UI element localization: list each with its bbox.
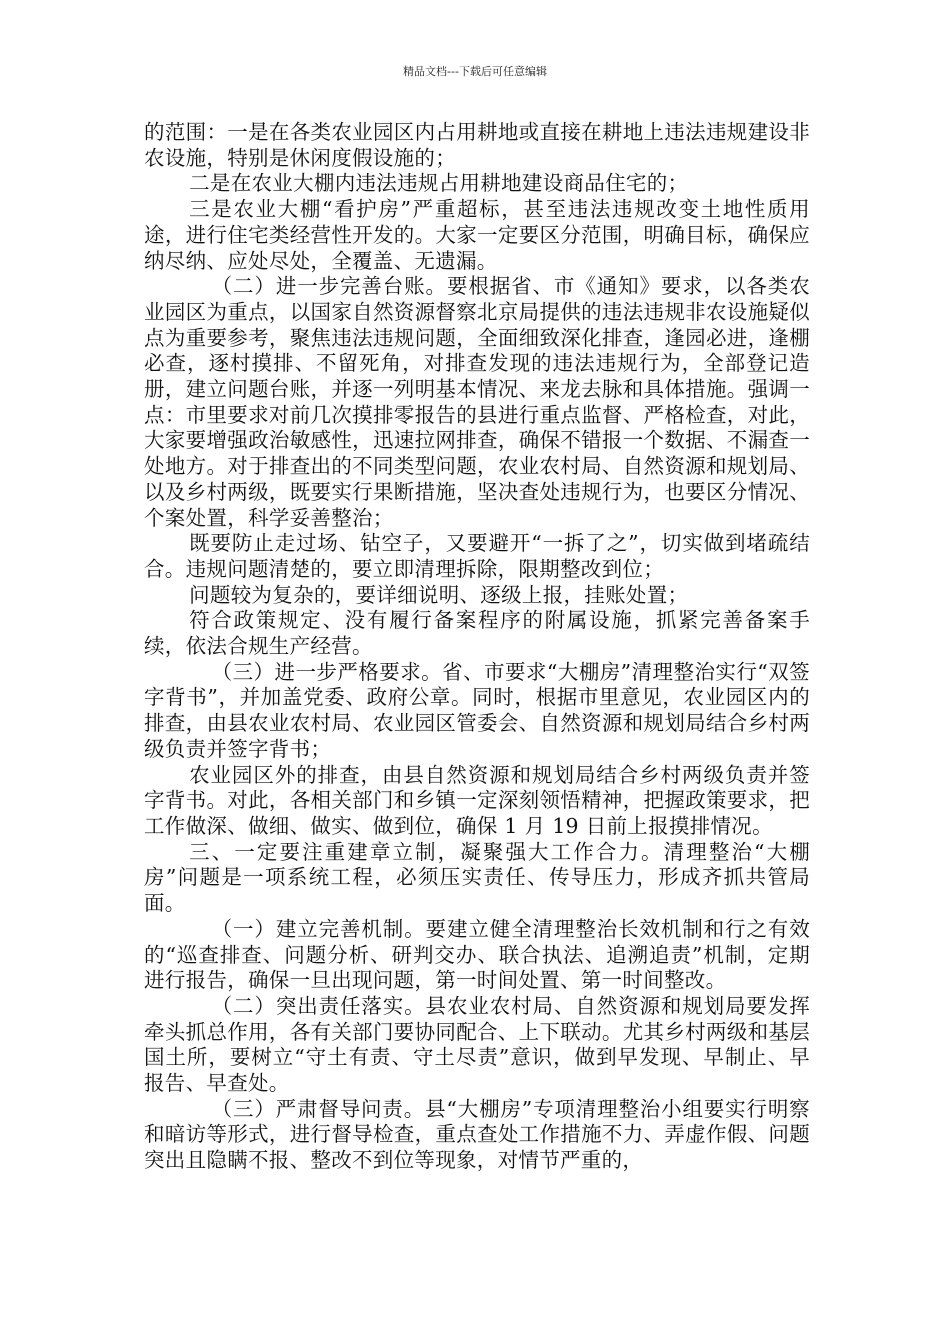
paragraph: （三）进一步严格要求。省、市要求“大棚房”清理整治实行“双签字背书”，并加盖党委、政府公章。同时，根据市里意见，农业园区内的排查，由县农业农村局、农业园区管委会、自然资源和规划局结合乡村两级负责并签字背书；: [144, 659, 810, 761]
page-header: 精品文档---下载后可任意编辑: [403, 65, 547, 78]
paragraph: 既要防止走过场、钻空子，又要避开“一拆了之”，切实做到堵疏结合。违规问题清楚的，要立即清理拆除，限期整改到位；: [144, 531, 810, 581]
paragraph: （一）建立完善机制。要建立健全清理整治长效机制和行之有效的“巡查排查、问题分析、研判交办、联合执法、追溯追责”机制，定期进行报告，确保一旦出现问题，第一时间处置、第一时间整改。: [144, 916, 810, 993]
paragraph: （三）严肃督导问责。县“大棚房”专项清理整治小组要实行明察和暗访等形式，进行督导检查，重点查处工作措施不力、弄虚作假、问题突出且隐瞒不报、整改不到位等现象，对情节严重的，: [144, 1096, 810, 1173]
paragraph: 问题较为复杂的，要详细说明、逐级上报，挂账处置；: [189, 582, 689, 607]
paragraph: 符合政策规定、没有履行备案程序的附属设施，抓紧完善备案手续，依法合规生产经营。: [144, 608, 810, 659]
paragraph: （二）进一步完善台账。要根据省、市《通知》要求，以各类农业园区为重点，以国家自然资源督察北京局提供的违法违规非农设施疑似点为重要参考，聚焦违法违规问题，全面细致深化排查，逢园必进，逢棚必查，逐村摸排、不留死角，对排查发现的违法违规行为，全部登记造册，建立问题台账，并逐一列明基本情况、来龙去脉和具体措施。强调一点：市里要求对前几次摸排零报告的县进行重点监督、严格检查，对此，大家要增强政治敏感性，迅速拉网排查，确保不错报一个数据、不漏查一处地方。对于排查出的不同类型问题，农业农村局、自然资源和规划局、以及乡村两级，既要实行果断措施，坚决查处违规行为，也要区分情况、个案处置，科学妥善整治；: [144, 274, 810, 530]
paragraph: 二是在农业大棚内违法违规占用耕地建设商品住宅的；: [189, 171, 689, 196]
paragraph: 的范围：一是在各类农业园区内占用耕地或直接在耕地上违法违规建设非农设施，特别是休闲度假设施的；: [144, 120, 810, 170]
paragraph: 三、一定要注重建章立制，凝聚强大工作合力。清理整治“大棚房”问题是一项系统工程，必须压实责任、传导压力，形成齐抓共管局面。: [144, 839, 810, 916]
paragraph: （二）突出责任落实。县农业农村局、自然资源和规划局要发挥牵头抓总作用，各有关部门要协同配合、上下联动。尤其乡村两级和基层国土所，要树立“守土有责、守土尽责”意识，做到早发现、早制止、早报告、早查处。: [144, 993, 810, 1096]
paragraph: 三是农业大棚“看护房”严重超标，甚至违法违规改变土地性质用途，进行住宅类经营性开发的。大家一定要区分范围，明确目标，确保应纳尽纳、应处尽处，全覆盖、无遗漏。: [144, 197, 810, 273]
paragraph: 农业园区外的排查，由县自然资源和规划局结合乡村两级负责并签字背书。对此，各相关部门和乡镇一定深刻领悟精神，把握政策要求，把工作做深、做细、做实、做到位，确保 1 月 19 日前上报摸排情况。: [144, 762, 810, 838]
document-body: [144, 120, 810, 1174]
